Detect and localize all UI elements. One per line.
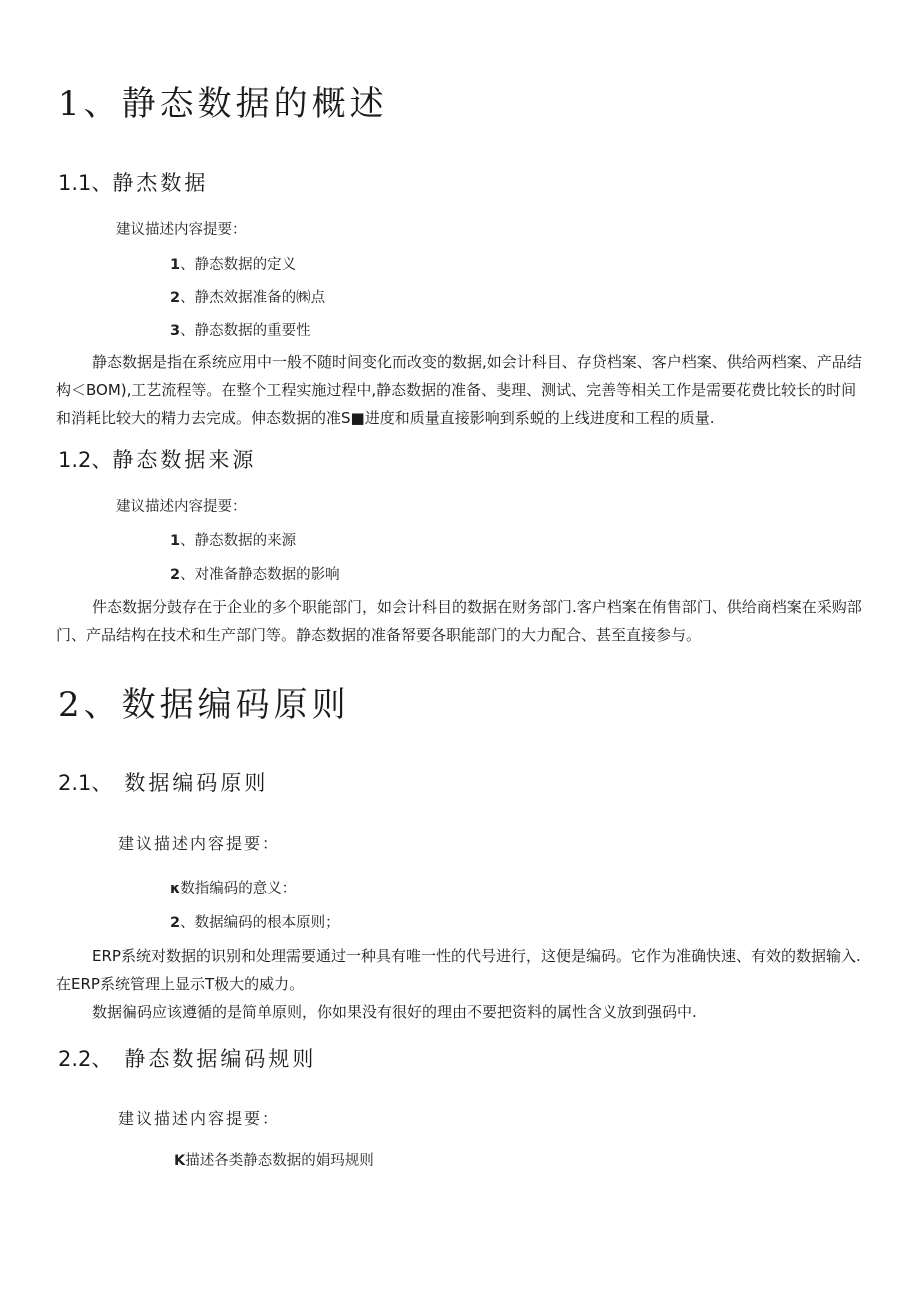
- list-item-number: K: [174, 1153, 186, 1169]
- section-2-heading: 2、数据编码原则: [58, 685, 350, 725]
- subsection-number: 2.1、: [58, 771, 113, 795]
- list-item-number: κ: [170, 881, 181, 897]
- list-item: [170, 253, 296, 274]
- list-item-text: 描述各类静态数据的娟玛规则: [185, 1153, 374, 1169]
- subsection-title: 静态数据来源: [112, 448, 257, 472]
- section-1-heading: 1、静态数据的概述: [58, 84, 388, 124]
- body-paragraph: 件态数据分鼓存在于企业的多个职能部门，如会计科目的数据在财务部门.客户档案在侑售部门、供给商档案在采购部门、产品结构在技术和生产部门等。静态数据的准备帑要各职能部门的大力配合、甚至直接参与。: [56, 598, 862, 644]
- list-item-number: 2: [170, 915, 181, 931]
- list-item-text: 数指编码的意义：: [180, 881, 297, 897]
- list-item-number: 3: [170, 323, 181, 339]
- subsection-2-2-lead: 建议描述内容提要：: [118, 1109, 281, 1128]
- list-item-text: 、静态数据的重要性: [180, 323, 311, 339]
- list-item-text: 、对准备静态数据的影响: [180, 567, 340, 583]
- list-item-number: 1: [170, 257, 181, 273]
- list-item-text: 、数据编码的根本原则；: [180, 915, 340, 931]
- list-item-text: 、静态数据的定义: [180, 257, 297, 273]
- subsection-1-1-heading: [58, 167, 208, 197]
- list-item-number: 2: [170, 290, 181, 306]
- subsection-number: 1.1、: [58, 171, 113, 195]
- list-item-text: 、静杰效据准备的㈱点: [180, 290, 326, 306]
- list-item: [170, 877, 296, 898]
- list-item-number: 2: [170, 567, 181, 583]
- body-paragraph: 数据徧码应该遵循的是简单原则，你如果没有很好的理由不要把资料的属性含义放到强码中.: [92, 1003, 697, 1021]
- subsection-number: 2.2、: [58, 1047, 113, 1071]
- subsection-title: 静杰数据: [112, 171, 209, 195]
- list-item: [170, 529, 296, 550]
- subsection-2-1-heading: [58, 767, 268, 797]
- subsection-2-1-lead: 建议描述内容提要：: [118, 834, 281, 853]
- subsection-2-2-heading: [58, 1043, 316, 1073]
- body-paragraph: ERP系统对数据的识别和处理需要通过一种具有唯一性的代号进行，这便是编码。它作为准确快速、有效的数据输入.在ERP系统管理上显示T极大的威力。: [56, 947, 861, 993]
- subsection-title: 数据编码原则: [124, 771, 269, 795]
- list-item-number: 1: [170, 533, 181, 549]
- subsection-1-2-lead: 建议描述内容提要：: [116, 499, 247, 515]
- list-item-text: 、静态数据的来源: [180, 533, 297, 549]
- list-item: [170, 319, 311, 340]
- list-item: [174, 1149, 374, 1170]
- list-item: [170, 563, 340, 584]
- subsection-number: 1.2、: [58, 448, 113, 472]
- subsection-title: 静态数据编码规则: [124, 1047, 317, 1071]
- body-paragraph: 静态数据是指在系统应用中一般不随时间变化而改变的数据,如会计科目、存贷档案、客户档案、供给两档案、产品结构＜BOM),工艺流程等。在整个工程实施过程中,静态数据的准备、斐理、测试、完善等相关工作是需要花费比较长的时间和消耗比较大的精力去完成。伸态数据的准S■进度和质量直接影响到系蜕的上线进度和工程的质量.: [56, 353, 862, 427]
- subsection-1-2-heading: [58, 444, 256, 474]
- list-item: [170, 911, 340, 932]
- subsection-1-1-lead: 建议描述内容提要：: [116, 222, 247, 238]
- list-item: [170, 286, 325, 307]
